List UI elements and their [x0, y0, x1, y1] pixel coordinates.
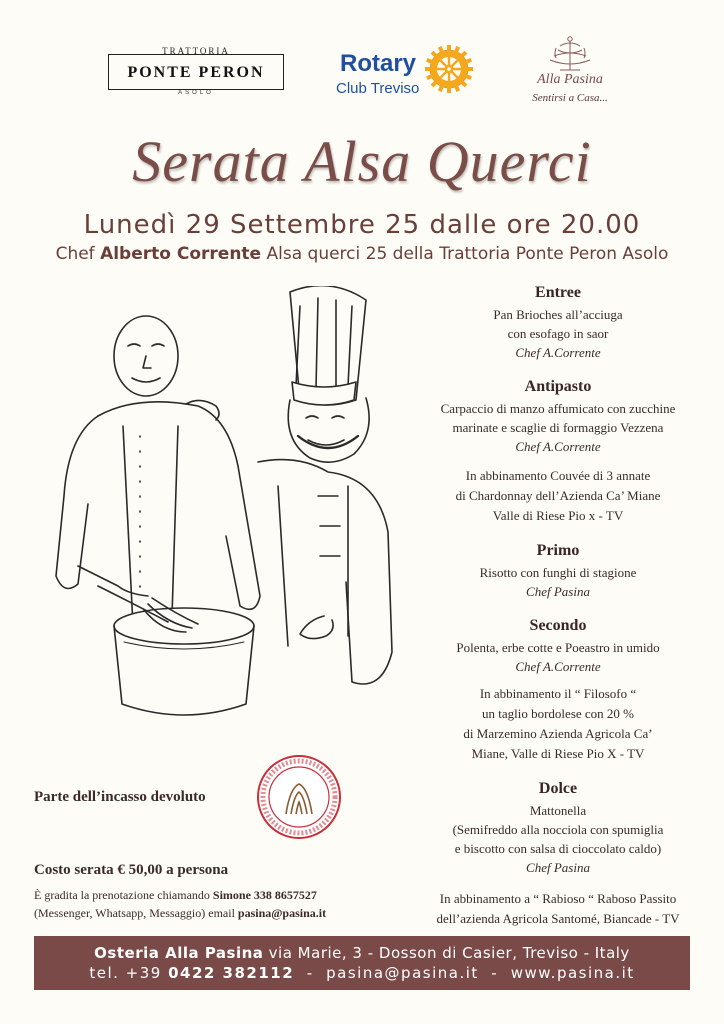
secondo-pairing-line: Miane, Valle di Riese Pio X - TV: [471, 746, 645, 761]
booking-channels: [34, 906, 326, 921]
dolce-pairing: [392, 889, 724, 929]
price-note: Costo serata € 50,00 a persona: [34, 862, 229, 878]
rotary-logo-club: Club Treviso: [336, 80, 420, 97]
alla-pasina-name: Alla Pasina: [537, 72, 603, 87]
dolce-chef: Chef Pasina: [526, 860, 590, 875]
antipasto-pairing-line: In abbinamento Couvée di 3 annate: [465, 468, 651, 483]
ponte-peron-logo-top: TRATTORIA: [162, 46, 230, 56]
booking-email[interactable]: pasina@pasina.it: [237, 906, 327, 920]
menu-antipasto: [392, 378, 724, 526]
primo-chef: Chef Pasina: [526, 584, 590, 599]
fountain-icon: [520, 36, 620, 74]
alla-pasina-tagline: Sentirsi a Casa...: [532, 92, 608, 104]
rotary-logo-name: Rotary: [340, 50, 417, 77]
chef-name: Alberto Corrente: [100, 244, 262, 264]
charity-seal-icon: [256, 754, 342, 840]
event-date: Lunedì 29 Settembre 25 dalle ore 20.00: [83, 210, 641, 240]
secondo-pairing-line: In abbinamento il “ Filosofo “: [479, 686, 637, 701]
entree-chef: Chef A.Corrente: [515, 345, 601, 360]
rotary-wheel-icon: [424, 44, 474, 94]
ponte-peron-logo-box: [108, 54, 284, 90]
antipasto-pairing-line: Valle di Riese Pio x - TV: [492, 508, 624, 523]
event-title: Serata Alsa Querci: [132, 129, 592, 194]
dolce-dish-line: Mattonella: [529, 803, 587, 818]
antipasto-dish-line: Carpaccio di manzo affumicato con zucchine: [440, 401, 676, 416]
rotary-logo: [336, 44, 476, 100]
footer-address-line: [34, 944, 690, 962]
footer-contacts[interactable]: - pasina@pasina.it - www.pasina.it: [294, 964, 635, 982]
booking-prefix: È gradita la prenotazione chiamando: [34, 888, 213, 902]
entree-heading: Entree: [535, 284, 581, 301]
footer-bar: [34, 936, 690, 990]
secondo-dish-line: Polenta, erbe cotte e Poeastro in umido: [456, 640, 660, 655]
menu-secondo: [392, 617, 724, 764]
menu: [392, 284, 724, 929]
booking-phone[interactable]: Simone 338 8657527: [212, 888, 317, 902]
donation-note: Parte dell’incasso devoluto: [34, 789, 206, 805]
chef-line-suffix: Alsa querci 25 della Trattoria Ponte Peron Asolo: [261, 244, 669, 264]
chef-line-prefix: Chef: [55, 244, 101, 264]
dolce-dish-line: (Semifreddo alla nocciola con spumiglia: [452, 822, 664, 837]
footer-contact-line: [34, 964, 690, 982]
footer-address: via Marie, 3 - Dosson di Casier, Treviso - Italy: [263, 944, 630, 962]
secondo-pairing-line: un taglio bordolese con 20 %: [482, 706, 634, 721]
primo-heading: Primo: [536, 542, 580, 559]
dolce-heading: Dolce: [538, 780, 578, 797]
ponte-peron-logo: [108, 46, 284, 96]
menu-primo: [392, 542, 724, 601]
secondo-chef: Chef A.Corrente: [515, 659, 601, 674]
primo-dish-line: Risotto con funghi di stagione: [479, 565, 637, 580]
menu-entree: [392, 284, 724, 362]
secondo-pairing: [392, 684, 724, 764]
dolce-pairing-line: dell’azienda Agricola Santomé, Biancade - TV: [436, 911, 680, 926]
antipasto-dish-line: marinate e scaglie di formaggio Vezzena: [452, 420, 664, 435]
chef-line: [0, 244, 724, 264]
footer-tel-label: tel. +39: [89, 964, 169, 982]
ponte-peron-logo-place: ASOLO: [178, 90, 214, 96]
footer-phone[interactable]: 0422 382112: [168, 964, 295, 982]
entree-dish-line: Pan Brioches all’acciuga: [493, 307, 623, 322]
antipasto-pairing: [392, 466, 724, 526]
entree-dish-line: con esofago in saor: [507, 326, 609, 341]
booking-channels-prefix: (Messenger, Whatsapp, Messaggio) email: [34, 906, 238, 920]
dolce-dish-line: e biscotto con salsa di cioccolato caldo): [454, 841, 662, 856]
footer-restaurant-name: Osteria Alla Pasina: [94, 944, 264, 962]
secondo-heading: Secondo: [529, 617, 587, 634]
antipasto-pairing-line: di Chardonnay dell’Azienda Ca’ Miane: [455, 488, 661, 503]
booking-line: [34, 888, 317, 903]
menu-dolce: [392, 780, 724, 929]
dolce-pairing-line: In abbinamento a “ Rabioso “ Raboso Passito: [439, 891, 677, 906]
chefs-illustration: [28, 286, 398, 726]
alla-pasina-logo: [520, 36, 630, 112]
secondo-pairing-line: di Marzemino Azienda Agricola Ca’: [463, 726, 653, 741]
antipasto-heading: Antipasto: [524, 378, 592, 395]
antipasto-chef: Chef A.Corrente: [515, 439, 601, 454]
ponte-peron-logo-name: PONTE PERON: [127, 64, 265, 81]
